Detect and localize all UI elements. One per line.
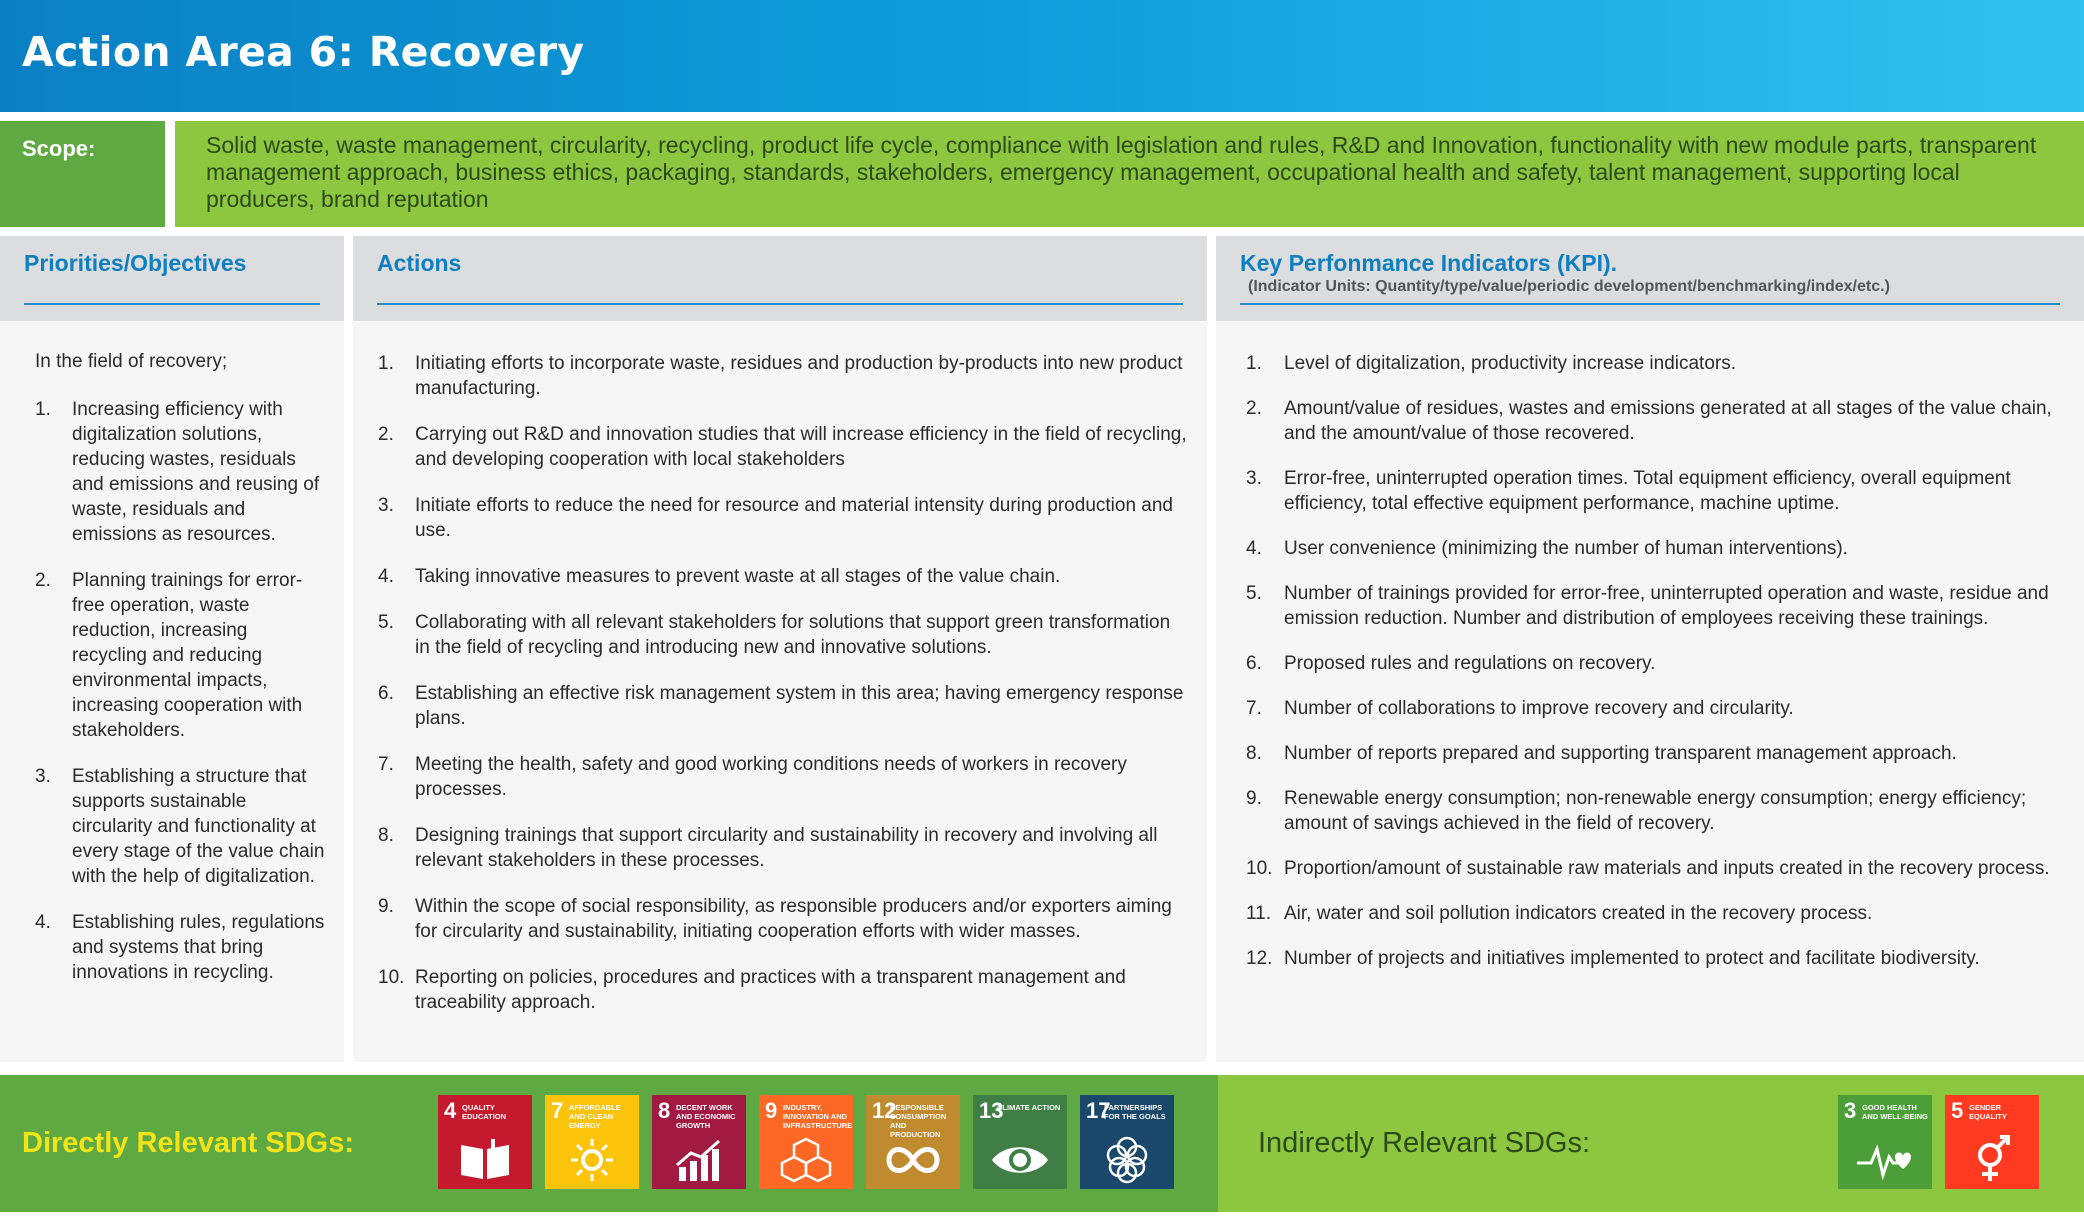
list-item bbox=[378, 493, 1188, 543]
actions-title: Actions bbox=[377, 250, 462, 276]
item-text: Meeting the health, safety and good working conditions needs of workers in recovery processes. bbox=[415, 754, 1127, 800]
list-item bbox=[1246, 536, 2076, 561]
list-item bbox=[378, 894, 1188, 944]
item-text: Establishing rules, regulations and systems that bring innovations in recycling. bbox=[72, 912, 325, 983]
list-item bbox=[378, 351, 1188, 401]
list-item bbox=[35, 910, 325, 985]
item-text: Designing trainings that support circularity and sustainability in recovery and involving all relevant stakeholders in these processes. bbox=[415, 825, 1158, 871]
priorities-body bbox=[0, 321, 344, 1062]
sdg-title: PARTNERSHIPS FOR THE GOALS bbox=[1104, 1103, 1166, 1121]
item-number: 9. bbox=[378, 896, 394, 917]
list-item bbox=[1246, 856, 2076, 881]
item-text: Proportion/amount of sustainable raw materials and inputs created in the recovery process. bbox=[1284, 858, 2050, 879]
kpi-subtitle: (Indicator Units: Quantity/type/value/periodic development/benchmarking/index/etc.) bbox=[1248, 278, 1890, 295]
priorities-header bbox=[0, 236, 344, 321]
scope-text: Solid waste, waste management, circularity, recycling, product life cycle, compliance with legislation and rules, R&D and Innovation, functionality with new module parts, transparent management approach, business ethics, packaging, standards, stakeholders, emergency management, occupational health and safety, talent management, supporting local producers, brand reputation bbox=[175, 121, 2084, 227]
item-text: User convenience (minimizing the number of human interventions). bbox=[1284, 538, 1848, 559]
item-text: Establishing a structure that supports sustainable circularity and functionality at every stage of the value chain with the help of digitalization. bbox=[72, 766, 325, 887]
item-text: Amount/value of residues, wastes and emissions generated at all stages of the value chain, and the amount/value of those recovered. bbox=[1284, 398, 2052, 444]
item-number: 1. bbox=[378, 353, 394, 374]
scope-label-box bbox=[0, 121, 165, 227]
item-number: 6. bbox=[1246, 653, 1262, 674]
item-number: 4. bbox=[1246, 538, 1262, 559]
sdg-title: RESPONSIBLE CONSUMPTION AND PRODUCTION bbox=[890, 1103, 947, 1139]
item-number: 3. bbox=[35, 766, 51, 787]
growth-chart-icon bbox=[669, 1135, 729, 1185]
sdg-tile-9 bbox=[759, 1095, 853, 1189]
item-number: 5. bbox=[1246, 583, 1262, 604]
direct-sdgs-label: Directly Relevant SDGs: bbox=[22, 1127, 355, 1159]
sdg-tile-5 bbox=[1945, 1095, 2039, 1189]
list-item bbox=[378, 965, 1188, 1015]
priorities-intro: In the field of recovery; bbox=[35, 351, 228, 372]
sdg-number: 17 bbox=[1086, 1098, 1111, 1123]
header-divider bbox=[24, 303, 320, 305]
kpi-list bbox=[1246, 351, 2076, 991]
item-text: Proposed rules and regulations on recovery. bbox=[1284, 653, 1656, 674]
item-number: 7. bbox=[378, 754, 394, 775]
sdg-title: AFFORDABLE AND CLEAN ENERGY bbox=[569, 1103, 621, 1130]
sdg-tile-8 bbox=[652, 1095, 746, 1189]
item-number: 11. bbox=[1246, 903, 1272, 924]
list-item bbox=[1246, 696, 2076, 721]
sdg-title: INDUSTRY, INNOVATION AND INFRASTRUCTURE bbox=[783, 1103, 853, 1130]
item-text: Initiate efforts to reduce the need for resource and material intensity during production and use. bbox=[415, 495, 1173, 541]
eye-globe-icon bbox=[990, 1135, 1050, 1185]
sdg-number: 9 bbox=[765, 1098, 778, 1123]
page-title: Action Area 6: Recovery bbox=[22, 28, 585, 76]
actions-list bbox=[378, 351, 1188, 1036]
actions-body bbox=[353, 321, 1207, 1062]
sdg-number: 4 bbox=[444, 1098, 457, 1123]
list-item bbox=[1246, 786, 2076, 836]
item-text: Number of projects and initiatives implemented to protect and facilitate biodiversity. bbox=[1284, 948, 1980, 969]
item-text: Reporting on policies, procedures and practices with a transparent management and traceability approach. bbox=[415, 967, 1126, 1013]
item-text: Taking innovative measures to prevent waste at all stages of the value chain. bbox=[415, 566, 1061, 587]
item-text: Initiating efforts to incorporate waste, residues and production by-products into new product manufacturing. bbox=[415, 353, 1183, 399]
sdg-tile-3 bbox=[1838, 1095, 1932, 1189]
list-item bbox=[1246, 466, 2076, 516]
item-number: 1. bbox=[35, 399, 51, 420]
item-number: 10. bbox=[1246, 858, 1273, 879]
list-item bbox=[1246, 946, 2076, 971]
list-item bbox=[1246, 581, 2076, 631]
priorities-title: Priorities/Objectives bbox=[24, 250, 247, 276]
item-number: 9. bbox=[1246, 788, 1262, 809]
list-item bbox=[378, 681, 1188, 731]
sdg-title: GENDER EQUALITY bbox=[1969, 1103, 2007, 1121]
item-text: Renewable energy consumption; non-renewable energy consumption; energy efficiency; amount of savings achieved in the field of recovery. bbox=[1284, 788, 2027, 834]
sdg-number: 12 bbox=[872, 1098, 897, 1123]
list-item bbox=[1246, 396, 2076, 446]
sdg-tile-4 bbox=[438, 1095, 532, 1189]
sdg-tile-17 bbox=[1080, 1095, 1174, 1189]
item-number: 7. bbox=[1246, 698, 1262, 719]
sdg-tile-7 bbox=[545, 1095, 639, 1189]
sdg-tile-12 bbox=[866, 1095, 960, 1189]
item-number: 6. bbox=[378, 683, 394, 704]
item-text: Carrying out R&D and innovation studies that will increase efficiency in the field of recycling, and developing cooperation with local stakeholders bbox=[415, 424, 1187, 470]
cubes-icon bbox=[776, 1135, 836, 1185]
sdg-number: 13 bbox=[979, 1098, 1004, 1123]
list-item bbox=[1246, 351, 2076, 376]
actions-header bbox=[353, 236, 1207, 321]
item-text: Level of digitalization, productivity increase indicators. bbox=[1284, 353, 1737, 374]
item-number: 3. bbox=[1246, 468, 1262, 489]
list-item bbox=[1246, 901, 2076, 926]
infinity-icon bbox=[883, 1135, 943, 1185]
list-item bbox=[35, 397, 325, 547]
priorities-column bbox=[0, 236, 344, 1062]
kpi-header bbox=[1216, 236, 2084, 321]
list-item bbox=[1246, 741, 2076, 766]
item-text: Establishing an effective risk management system in this area; having emergency response plans. bbox=[415, 683, 1184, 729]
rings-icon bbox=[1097, 1135, 1157, 1185]
sdg-title: GOOD HEALTH AND WELL-BEING bbox=[1862, 1103, 1928, 1121]
item-number: 4. bbox=[378, 566, 394, 587]
item-text: Error-free, uninterrupted operation times. Total equipment efficiency, overall equipment efficiency, total effective equipment performance, machine uptime. bbox=[1284, 468, 2011, 514]
list-item bbox=[378, 610, 1188, 660]
kpi-column bbox=[1216, 236, 2084, 1062]
sdg-title: QUALITY EDUCATION bbox=[462, 1103, 507, 1121]
item-text: Within the scope of social responsibility, as responsible producers and/or exporters aiming for circularity and sustainability, initiating cooperation efforts with wider masses. bbox=[415, 896, 1172, 942]
header-divider bbox=[1240, 303, 2060, 305]
gender-icon bbox=[1962, 1135, 2022, 1185]
sun-icon bbox=[562, 1135, 622, 1185]
sdg-number: 7 bbox=[551, 1098, 564, 1123]
list-item bbox=[378, 752, 1188, 802]
actions-column bbox=[353, 236, 1207, 1062]
sdg-tile-13 bbox=[973, 1095, 1067, 1189]
item-number: 2. bbox=[35, 570, 51, 591]
priorities-list bbox=[35, 397, 325, 1006]
sdg-number: 3 bbox=[1844, 1098, 1857, 1123]
item-text: Air, water and soil pollution indicators created in the recovery process. bbox=[1284, 903, 1873, 924]
sdg-title: DECENT WORK AND ECONOMIC GROWTH bbox=[676, 1103, 736, 1130]
item-number: 2. bbox=[1246, 398, 1262, 419]
item-text: Number of trainings provided for error-free, uninterrupted operation and waste, residue and emission reduction. Number and distribution of employees receiving these trainings. bbox=[1284, 583, 2049, 629]
header-divider bbox=[377, 303, 1183, 305]
item-number: 8. bbox=[378, 825, 394, 846]
item-number: 4. bbox=[35, 912, 51, 933]
heartbeat-icon bbox=[1855, 1135, 1915, 1185]
item-number: 8. bbox=[1246, 743, 1262, 764]
item-number: 1. bbox=[1246, 353, 1262, 374]
kpi-body bbox=[1216, 321, 2084, 1062]
item-number: 2. bbox=[378, 424, 394, 445]
list-item bbox=[35, 568, 325, 743]
kpi-title: Key Perfonmance Indicators (KPI). bbox=[1240, 250, 1618, 276]
sdg-number: 8 bbox=[658, 1098, 671, 1123]
indirect-sdgs-label: Indirectly Relevant SDGs: bbox=[1258, 1127, 1591, 1159]
item-number: 10. bbox=[378, 967, 405, 988]
list-item bbox=[35, 764, 325, 889]
item-text: Number of collaborations to improve recovery and circularity. bbox=[1284, 698, 1794, 719]
item-text: Collaborating with all relevant stakeholders for solutions that support green transformation in the field of recycling and introducing new and innovative solutions. bbox=[415, 612, 1171, 658]
list-item bbox=[378, 422, 1188, 472]
item-text: Increasing efficiency with digitalization solutions, reducing wastes, residuals and emissions and reusing of waste, residuals and emissions as resources. bbox=[72, 399, 320, 545]
item-text: Planning trainings for error-free operation, waste reduction, increasing recycling and reducing environmental impacts, increasing cooperation with stakeholders. bbox=[72, 570, 303, 741]
list-item bbox=[378, 564, 1188, 589]
book-icon bbox=[455, 1135, 515, 1185]
list-item bbox=[378, 823, 1188, 873]
scope-label: Scope: bbox=[22, 136, 96, 161]
item-number: 12. bbox=[1246, 948, 1273, 969]
item-text: Number of reports prepared and supporting transparent management approach. bbox=[1284, 743, 1957, 764]
list-item bbox=[1246, 651, 2076, 676]
sdg-number: 5 bbox=[1951, 1098, 1964, 1123]
item-number: 5. bbox=[378, 612, 394, 633]
sdg-title: CLIMATE ACTION bbox=[997, 1103, 1061, 1112]
item-number: 3. bbox=[378, 495, 394, 516]
page-header bbox=[0, 0, 2084, 112]
